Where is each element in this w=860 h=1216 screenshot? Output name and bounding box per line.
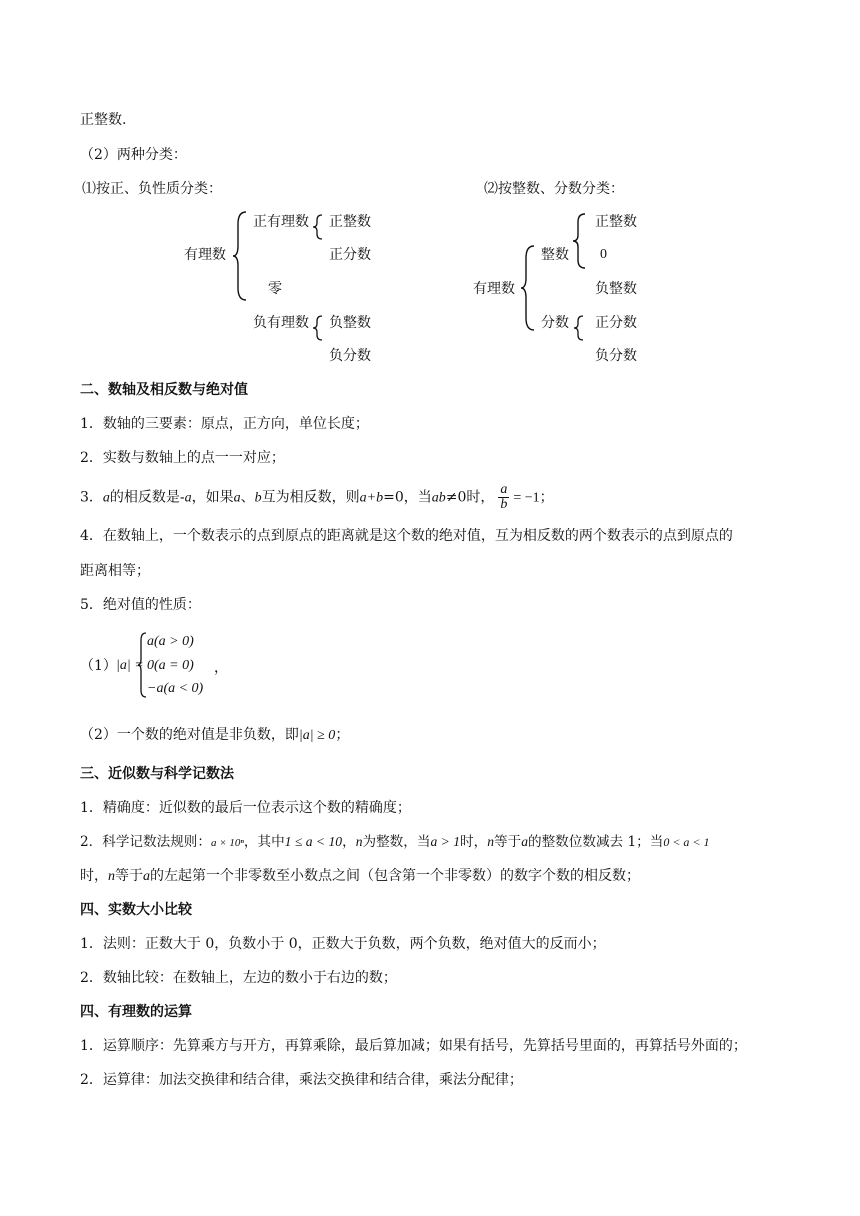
item3-text: ≠0时， (445, 489, 495, 506)
right-classification-title: ⑵按整数、分数分类： (484, 181, 624, 197)
var-a: a (102, 490, 110, 506)
var-b: b (254, 490, 262, 506)
fraction-a-over-b: $\frac{a}{b}$ (500, 482, 508, 512)
abs-suffix: ， (214, 660, 228, 676)
sci-cond-2: 0 < a < 1 (663, 835, 710, 849)
section-3-item-2-line-1 (80, 833, 710, 852)
section-2-item-4-line-1: 4．在数轴上，一个数表示的点到原点的距离就是这个数的绝对值，互为相反数的两个数表示的点到原点的 (80, 528, 733, 544)
var-a: a (143, 869, 150, 884)
nonneg-end: ； (335, 727, 350, 743)
sci-text: 为整数，当 (362, 834, 431, 850)
right-root-brace (520, 244, 536, 332)
right-fraction-label: 分数 (541, 315, 569, 331)
section-2-item-3 (80, 483, 554, 512)
var-n: n (487, 834, 495, 849)
left-pos-integer-label: 正整数 (329, 214, 371, 230)
left-neg-rational-label: 负有理数 (253, 315, 309, 331)
abs-case-positive: a(a > 0) (147, 634, 194, 649)
var-a: a (184, 490, 192, 506)
section-4-heading: 四、实数大小比较 (80, 902, 192, 918)
sci-text: ，其中 (243, 834, 285, 850)
right-pos-fraction-label: 正分数 (595, 315, 637, 331)
section-4-item-1: 1．法则：正数大于 0，负数小于 0，正数大于负数，两个负数，绝对值大的反而小； (80, 936, 606, 952)
sci-range: 1 ≤ a < 10 (284, 834, 343, 849)
sci-text: 时， (80, 868, 108, 884)
section-2-item-5: 5．绝对值的性质： (80, 597, 201, 613)
item3-equals: = −1； (513, 490, 554, 506)
sci-cond-1: a > 1 (430, 834, 461, 849)
section-3-heading: 三、近似数与科学记数法 (80, 766, 234, 782)
left-classification-title: ⑴按正、负性质分类： (82, 181, 222, 197)
item3-number: 3． (80, 489, 103, 506)
section-3-item-1: 1．精确度：近似数的最后一位表示这个数的精确度； (80, 800, 411, 816)
nonneg-formula: |a| ≥ 0 (298, 728, 336, 743)
sci-text: 等于 (115, 868, 143, 884)
expr-a-plus-b: a+b (359, 490, 384, 506)
item3-text: =0，当 (383, 489, 432, 506)
left-pos-brace (312, 214, 324, 240)
item3-text: 互为相反数，则 (261, 489, 360, 506)
abs-lhs: |a| = (116, 658, 144, 673)
right-integer-brace (572, 212, 588, 270)
section-3-item-2-line-2 (80, 867, 640, 886)
sci-text: 的整数位数减去 1；当 (528, 834, 664, 850)
left-root-label: 有理数 (184, 247, 226, 263)
section-5-heading: 四、有理数的运算 (80, 1004, 192, 1020)
section-5-item-2: 2．运算律：加法交换律和结合律，乘法交换律和结合律，乘法分配律； (80, 1072, 523, 1088)
intro-line-1: 正整数. (80, 112, 127, 128)
right-integer-label: 整数 (541, 247, 569, 263)
sci-text: 等于 (494, 834, 522, 850)
left-zero-label: 零 (268, 281, 282, 297)
abs-case-zero: 0(a = 0) (147, 658, 194, 673)
left-neg-integer-label: 负整数 (329, 315, 371, 331)
left-pos-fraction-label: 正分数 (329, 247, 371, 263)
right-root-label: 有理数 (473, 281, 515, 297)
var-n: n (108, 869, 115, 884)
var-a: a (233, 490, 241, 506)
left-root-brace (232, 210, 248, 302)
section-2-heading: 二、数轴及相反数与绝对值 (80, 382, 248, 398)
left-neg-fraction-label: 负分数 (329, 348, 371, 364)
right-pos-integer-label: 正整数 (595, 214, 637, 230)
section-4-item-2: 2．数轴比较：在数轴上，左边的数小于右边的数； (80, 970, 397, 986)
section-2-item-1: 1．数轴的三要素：原点，正方向，单位长度； (80, 416, 369, 432)
item3-text: 、 (240, 489, 255, 506)
var-a: a (521, 834, 528, 849)
sci-text: ， (342, 834, 356, 850)
abs-case-negative: −a(a < 0) (147, 681, 204, 696)
var-n: n (355, 834, 363, 849)
sci-text: 的左起第一个非零数至小数点之间（包含第一个非零数）的数字个数的相反数； (150, 868, 640, 884)
left-pos-rational-label: 正有理数 (253, 214, 309, 230)
item3-text: ，如果 (191, 489, 234, 506)
section-2-nonnegative (80, 726, 349, 745)
abs-prefix: （1） (80, 658, 117, 674)
nonneg-text: （2）一个数的绝对值是非负数，即 (80, 727, 299, 743)
section-2-item-2: 2．实数与数轴上的点一一对应； (80, 450, 285, 466)
sci-rule-label: 2．科学记数法规则： (80, 834, 211, 850)
section-5-item-1: 1．运算顺序：先算乘方与开方，再算乘除，最后算加减；如果有括号，先算括号里面的，再算括号外面的； (80, 1038, 747, 1054)
sci-formula: a × 10ⁿ (211, 837, 244, 849)
item3-text: 的相反数是- (109, 489, 185, 506)
right-fraction-brace (573, 315, 585, 341)
right-zero-label: 0 (600, 247, 607, 262)
section-2-item-4-line-2: 距离相等； (80, 563, 150, 579)
sci-text: 时， (460, 834, 488, 850)
left-neg-brace (312, 315, 324, 341)
expr-ab: ab (431, 490, 446, 506)
right-neg-fraction-label: 负分数 (595, 348, 637, 364)
intro-line-2: （2）两种分类： (80, 147, 187, 163)
right-neg-integer-label: 负整数 (595, 281, 637, 297)
